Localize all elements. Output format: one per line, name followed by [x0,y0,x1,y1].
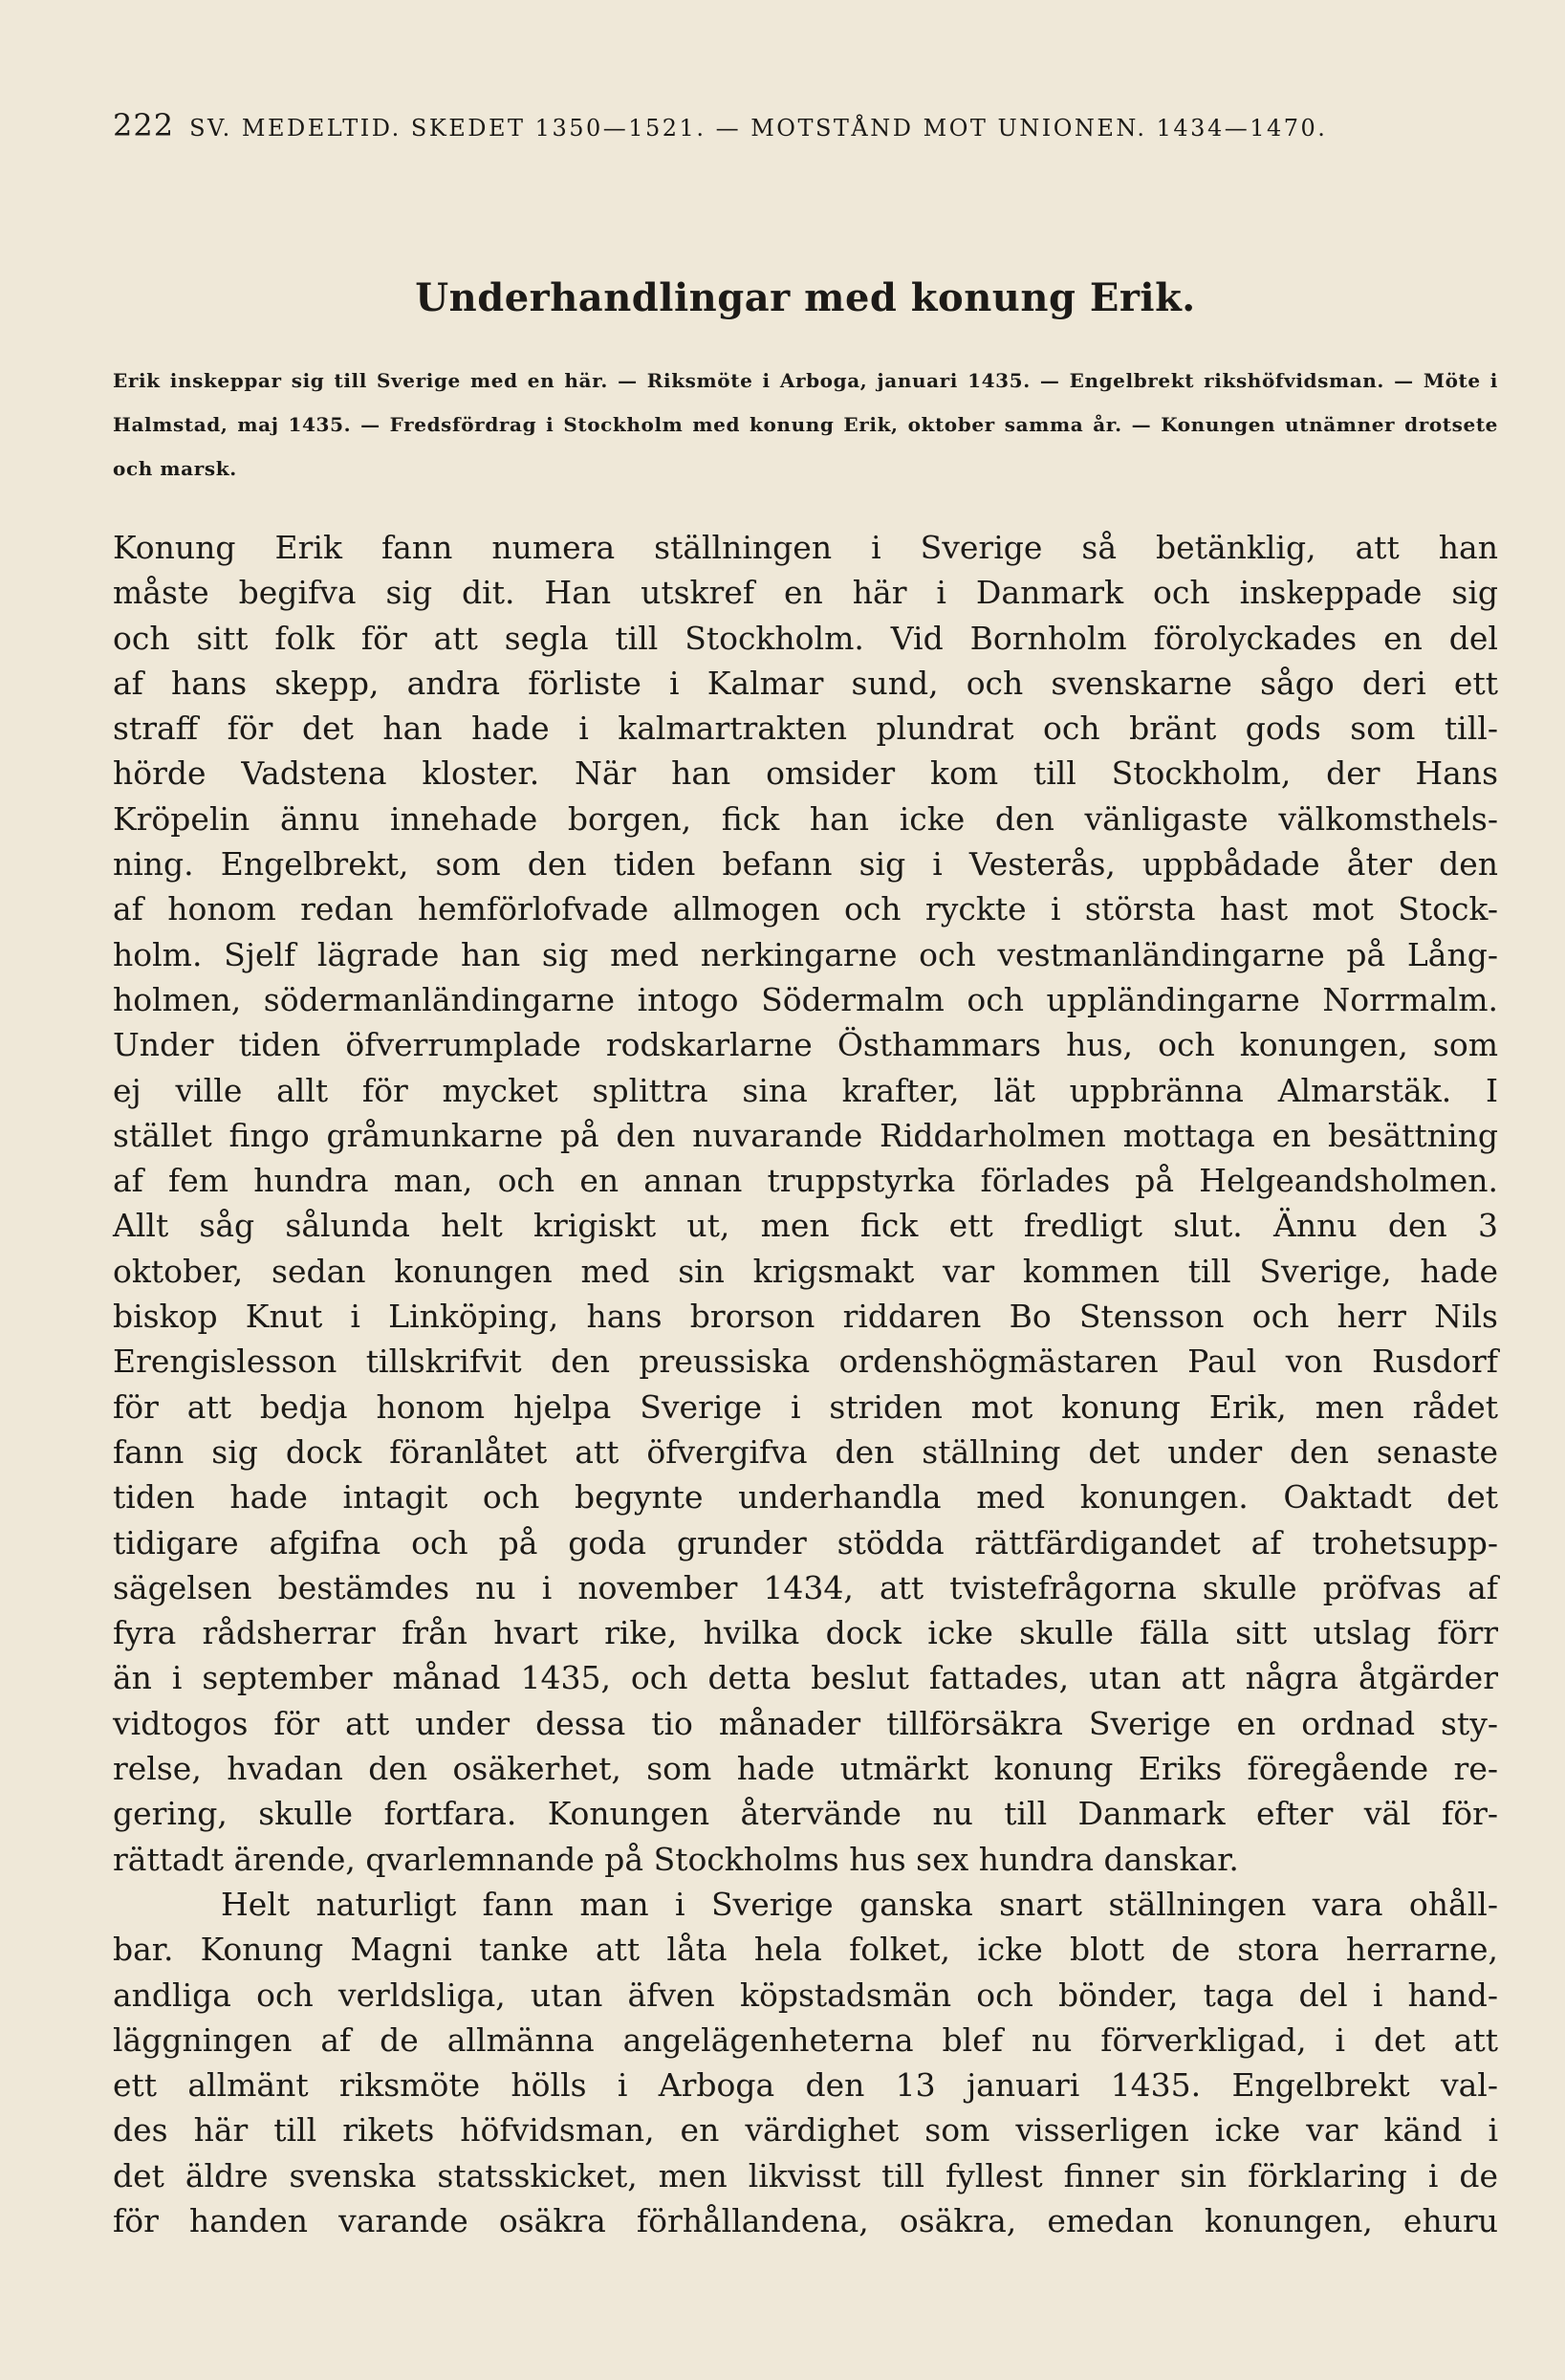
text-line: måste begifva sig dit. Han utskref en här i Danmark och inskeppade sig [113,574,1498,612]
text-line: Erengislesson tillskrifvit den preussiska ordenshögmästaren Paul von Rusdorf [113,1343,1498,1381]
text-line: tiden hade intagit och begynte underhandla med konungen. Oaktadt det [113,1478,1498,1517]
text-line: för handen varande osäkra förhållandena, osäkra, emedan konungen, ehuru [113,2201,1498,2239]
text-line: fyra rådsherrar från hvart rike, hvilka dock icke skulle fälla sitt utslag förr [113,1614,1498,1652]
text-line: Konung Erik fann numera ställningen i Sverige så betänklig, att han [113,529,1498,566]
running-title: SV. MEDELTID. SKEDET 1350—1521. — MOTSTÅND MOT UNIONEN. 1434—1470. [189,115,1328,142]
text-line: Kröpelin ännu innehade borgen, fick han icke den vänligaste välkomsthels- [113,799,1498,838]
text-line: rättadt ärende, qvarlemnande på Stockholms hus sex hundra danskar. [113,1840,1239,1878]
text-line: oktober, sedan konungen med sin krigsmakt var kommen till Sverige, hade [113,1252,1498,1290]
section-heading: Underhandlingar med konung Erik. [415,275,1196,320]
text-line: af honom redan hemförlofvade allmogen och ryckte i största hast mot Stock- [113,890,1498,928]
section-summary: Erik inskeppar sig till Sverige med en här. — Riksmöte i Arboga, januari 1435. — Engelbrekt rikshöfvidsman. — Möte i Halmstad, maj 1435. — Fredsfördrag i Stockholm med konung Erik, oktober samma år. — Konungen utnämner drotsete och marsk. [113,369,1498,480]
text-line: för att bedja honom hjelpa Sverige i striden mot konung Erik, men rådet [113,1387,1498,1426]
text-line: holm. Sjelf lägrade han sig med nerkingarne och vestmanländingarne på Lång- [113,935,1498,973]
text-line: biskop Knut i Linköping, hans brorson riddaren Bo Stensson och herr Nils [113,1298,1498,1336]
text-line: af hans skepp, andra förliste i Kalmar sund, och svenskarne sågo deri ett [113,664,1498,702]
text-line: tidigare afgifna och på goda grunder stödda rättfärdigandet af trohetsupp- [113,1523,1498,1561]
text-line: än i september månad 1435, och detta beslut fattades, utan att några åtgärder [113,1659,1498,1697]
text-line: gering, skulle fortfara. Konungen återvände nu till Danmark efter väl för- [113,1795,1498,1833]
text-line: af fem hundra man, och en annan truppstyrka förlades på Helgeandsholmen. [113,1162,1498,1200]
text-line: och sitt folk för att segla till Stockholm. Vid Bornholm förolyckades en del [113,619,1498,657]
text-line: ning. Engelbrekt, som den tiden befann sig i Vesterås, uppbådade åter den [113,845,1498,884]
text-line: ej ville allt för mycket splittra sina krafter, lät uppbränna Almarstäk. I [113,1071,1498,1109]
text-line: stället fingo gråmunkarne på den nuvarande Riddarholmen mottaga en besättning [113,1116,1498,1154]
text-line: hörde Vadstena kloster. När han omsider kom till Stockholm, der Hans [113,754,1498,793]
text-line: bar. Konung Magni tanke att låta hela folket, icke blott de stora herrarne, [113,1931,1498,1969]
body-text [113,525,1498,2243]
text-line: läggningen af de allmänna angelägenheterna blef nu förverkligad, i det att [113,2020,1498,2059]
running-header [113,107,1498,143]
text-line: vidtogos för att under dessa tio månader tillförsäkra Sverige en ordnad sty- [113,1704,1498,1742]
text-line: straff för det han hade i kalmartrakten plundrat och bränt gods som till- [113,710,1498,748]
text-line: Helt naturligt fann man i Sverige ganska snart ställningen vara ohåll- [221,1885,1498,1923]
text-line: Under tiden öfverrumplade rodskarlarne Östhammars hus, och konungen, som [113,1026,1498,1064]
text-line: andliga och verldsliga, utan äfven köpstadsmän och bönder, taga del i hand- [113,1976,1498,2014]
text-line: des här till rikets höfvidsman, en värdighet som visserligen icke var känd i [113,2111,1498,2150]
text-line: det äldre svenska statsskicket, men likvisst till fyllest finner sin förklaring i de [113,2156,1498,2194]
text-line: fann sig dock föranlåtet att öfvergifva den ställning det under den senaste [113,1432,1498,1471]
text-line: sägelsen bestämdes nu i november 1434, att tvistefrågorna skulle pröfvas af [113,1568,1498,1606]
text-line: relse, hvadan den osäkerhet, som hade utmärkt konung Eriks föregående re- [113,1750,1498,1788]
page-number: 222 [113,107,175,143]
text-line: ett allmänt riksmöte hölls i Arboga den 13 januari 1435. Engelbrekt val- [113,2066,1498,2105]
text-line: holmen, södermanländingarne intogo Södermalm och uppländingarne Norrmalm. [113,980,1498,1018]
text-line: Allt såg sålunda helt krigiskt ut, men fick ett fredligt slut. Ännu den 3 [113,1207,1498,1245]
